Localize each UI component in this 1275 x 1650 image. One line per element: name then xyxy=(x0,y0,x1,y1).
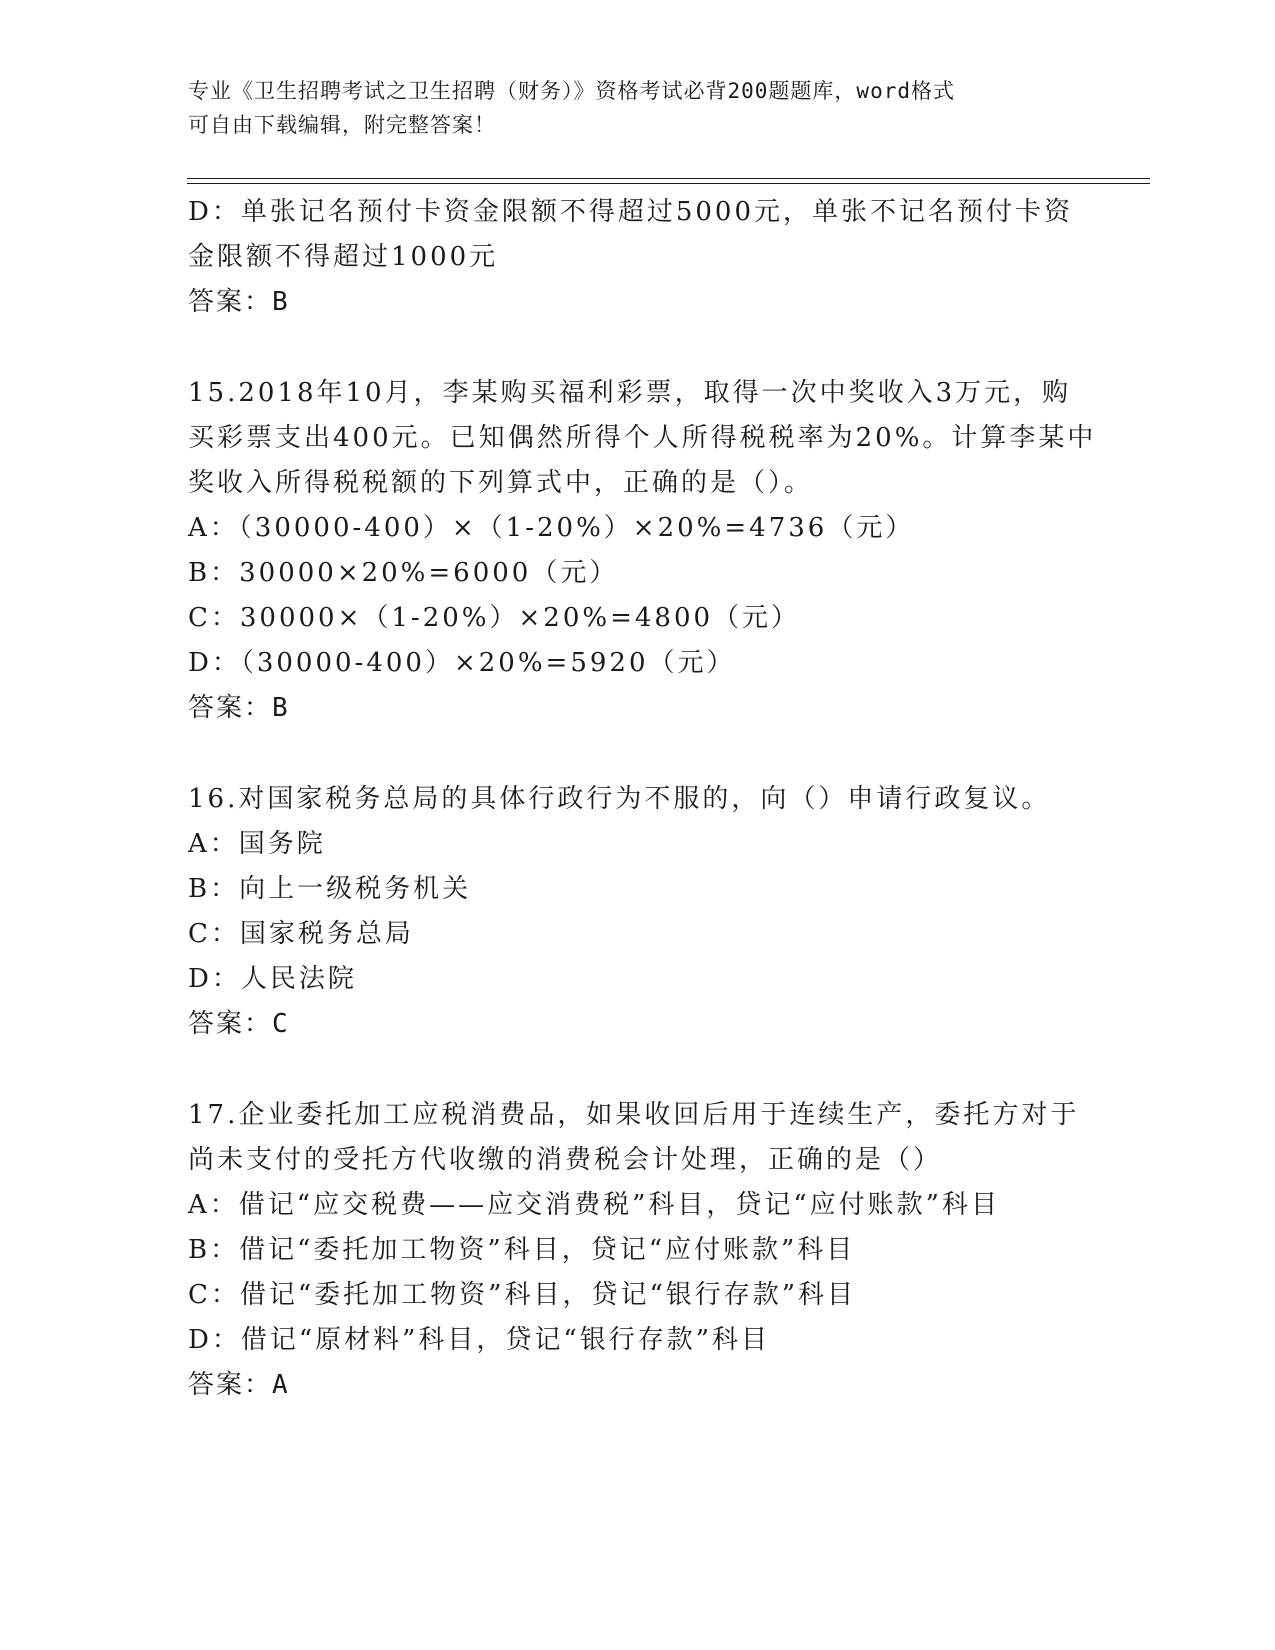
option-a: A：国务院 xyxy=(188,829,326,859)
option-c: C：借记“委托加工物资”科目，贷记“银行存款”科目 xyxy=(188,1280,857,1310)
answer-value: C xyxy=(272,1009,290,1039)
question-17 xyxy=(188,1093,1088,1408)
header-divider-bottom xyxy=(187,183,1150,184)
option-d: D：（30000-400）×20%=5920（元） xyxy=(188,648,736,678)
question-stem-line-1: 17.企业委托加工应税消费品，如果收回后用于连续生产，委托方对于 xyxy=(188,1100,1080,1130)
answer-label: 答案： xyxy=(188,287,273,317)
header-title-line-2: 可自由下载编辑，附完整答案！ xyxy=(188,113,496,137)
option-c: C：30000×（1-20%）×20%=4800（元） xyxy=(188,603,801,633)
option-d-line-1: D：单张记名预付卡资金限额不得超过5000元，单张不记名预付卡资 xyxy=(188,197,1074,227)
answer-label: 答案： xyxy=(188,1370,273,1400)
question-stem-line-3: 奖收入所得税税额的下列算式中，正确的是（）。 xyxy=(188,468,814,498)
answer-line xyxy=(188,686,1088,731)
question-16 xyxy=(188,777,1088,1047)
answer-line xyxy=(188,1363,1088,1408)
option-b: B：30000×20%=6000（元） xyxy=(188,558,619,588)
answer-label: 答案： xyxy=(188,693,273,723)
option-d: D：人民法院 xyxy=(188,964,357,994)
option-a: A：（30000-400）×（1-20%）×20%=4736（元） xyxy=(188,513,915,543)
question-stem-line-1: 16.对国家税务总局的具体行政行为不服的，向（）申请行政复议。 xyxy=(188,784,1051,814)
question-spacer xyxy=(188,1047,1088,1093)
question-spacer xyxy=(188,731,1088,777)
question-spacer xyxy=(188,325,1088,371)
question-stem-line-2: 尚未支付的受托方代收缴的消费税会计处理，正确的是（） xyxy=(188,1145,943,1175)
option-d-line-2: 金限额不得超过1000元 xyxy=(188,242,499,272)
question-list xyxy=(188,190,1097,1408)
answer-line xyxy=(188,1002,1088,1047)
answer-value: B xyxy=(272,287,290,317)
question-15 xyxy=(188,371,1097,731)
question-14-tail xyxy=(188,190,1088,325)
option-d: D：借记“原材料”科目，贷记“银行存款”科目 xyxy=(188,1325,771,1355)
option-a: A：借记“应交税费——应交消费税”科目，贷记“应付账款”科目 xyxy=(188,1190,1000,1220)
option-b: B：向上一级税务机关 xyxy=(188,874,472,904)
header-divider-top xyxy=(187,178,1150,179)
question-stem-line-2: 买彩票支出400元。已知偶然所得个人所得税税率为20%。计算李某中 xyxy=(188,423,1097,453)
answer-value: A xyxy=(272,1370,290,1400)
answer-value: B xyxy=(272,693,290,723)
answer-label: 答案： xyxy=(188,1009,273,1039)
header-title-line-1: 专业《卫生招聘考试之卫生招聘（财务）》资格考试必背200题题库，word格式 xyxy=(188,79,955,103)
answer-line xyxy=(188,280,1088,325)
question-stem-line-1: 15.2018年10月，李某购买福利彩票，取得一次中奖收入3万元，购 xyxy=(188,378,1072,408)
option-b: B：借记“委托加工物资”科目，贷记“应付账款”科目 xyxy=(188,1235,856,1265)
option-c: C：国家税务总局 xyxy=(188,919,414,949)
document-header xyxy=(188,74,1108,142)
